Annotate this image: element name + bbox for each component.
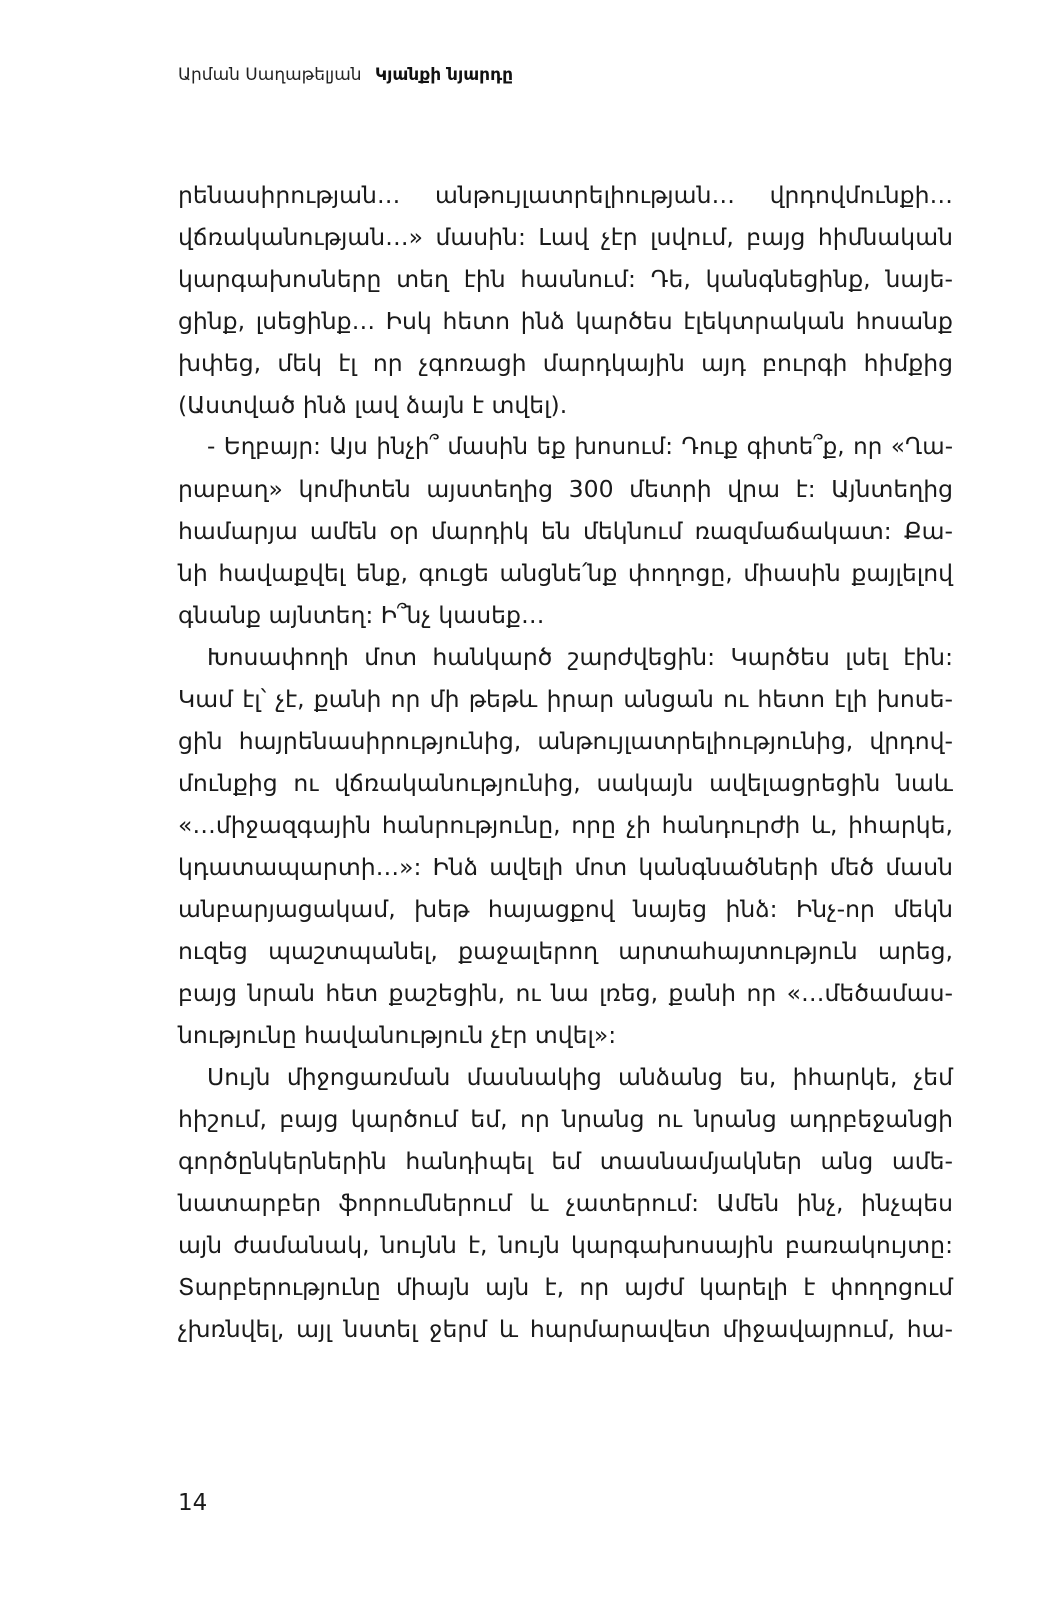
text-line: վճռականության…» մասին: Լավ չէր լսվում, բայց հիմնական — [178, 223, 953, 251]
page-number: 14 — [178, 1490, 208, 1516]
text-line: Սույն միջոցառման մասնակից անձանց ես, իհարկե, չեմ — [207, 1063, 953, 1091]
text-line: ցինք, լսեցինք… Իսկ հետո ինձ կարծես էլեկտրական հոսանք — [178, 307, 953, 335]
text-line: հիշում, բայց կարծում եմ, որ նրանց ու նրանց ադրբեջանցի — [178, 1105, 953, 1133]
text-line: այն ժամանակ, նույնն է, նույն կարգախոսային բառակույտը: — [178, 1231, 953, 1259]
text-line: գործընկերներին հանդիպել եմ տասնամյակներ անց ամե- — [178, 1147, 953, 1175]
text-line: (Աստված ինձ լավ ձայն է տվել). — [178, 391, 568, 419]
text-line: նությունը հավանություն չէր տվել»: — [178, 1021, 617, 1049]
text-line: րենասիրության… անթույլատրելիության… վրդովմունքի… — [178, 181, 953, 209]
text-line: մունքից ու վճռականությունից, սակայն ավելացրեցին նաև — [178, 769, 953, 797]
text-line: կդատապարտի…»: Ինձ ավելի մոտ կանգնածների մեծ մասն — [178, 853, 953, 881]
text-line: - Եղբայր: Այս ինչի՞ մասին եք խոսում: Դուք գիտե՞ք, որ «Ղա- — [207, 434, 953, 460]
text-line: «…միջազգային հանրությունը, որը չի հանդուրժի և, իհարկե, — [178, 811, 953, 839]
running-header — [178, 64, 513, 86]
text-line: չխռնվել, այլ նստել ջերմ և հարմարավետ միջավայրում, հա- — [178, 1315, 953, 1343]
text-line: խփեց, մեկ էլ որ չգոռացի մարդկային այդ բուրգի հիմքից — [178, 349, 953, 377]
header-book-title: Կյանքի նյարդը — [374, 65, 514, 85]
text-line: ուզեց պաշտպանել, քաջալերող արտահայտություն արեց, — [178, 937, 953, 965]
text-line: նատարբեր ֆորումներում և չատերում: Ամեն ինչ, ինչպես — [178, 1189, 953, 1217]
text-line: Տարբերությունը միայն այն է, որ այժմ կարելի է փողոցում — [178, 1273, 953, 1301]
text-line: նի հավաքվել ենք, գուցե անցնե՛նք փողոցը, միասին քայլելով — [178, 559, 953, 587]
text-line: կարգախոսները տեղ էին հասնում: Դե, կանգնեցինք, նայե- — [178, 265, 953, 293]
text-line: Կամ էլ՝ չէ, քանի որ մի թեթև իրար անցան ու հետո էլի խոսե- — [178, 685, 953, 713]
text-line: անբարյացակամ, խեթ հայացքով նայեց ինձ: Ինչ-որ մեկն — [178, 895, 953, 923]
text-line: րաբաղ» կոմիտեն այստեղից 300 մետրի վրա է: Այնտեղից — [178, 475, 953, 503]
text-line: բայց նրան հետ քաշեցին, ու նա լռեց, քանի որ «…մեծամաս- — [178, 979, 953, 1007]
text-line: ցին հայրենասիրությունից, անթույլատրելիությունից, վրդով- — [178, 727, 953, 755]
text-line: գնանք այնտեղ: Ի՞նչ կասեք… — [178, 601, 545, 629]
header-author: Արման Սաղաթելյան — [178, 65, 362, 85]
body-text — [178, 174, 953, 1350]
text-line: համարյա ամեն օր մարդիկ են մեկնում ռազմաճակատ: Քա- — [178, 517, 953, 545]
text-line: Խոսափողի մոտ հանկարծ շարժվեցին: Կարծես լսել էին: — [207, 643, 953, 671]
